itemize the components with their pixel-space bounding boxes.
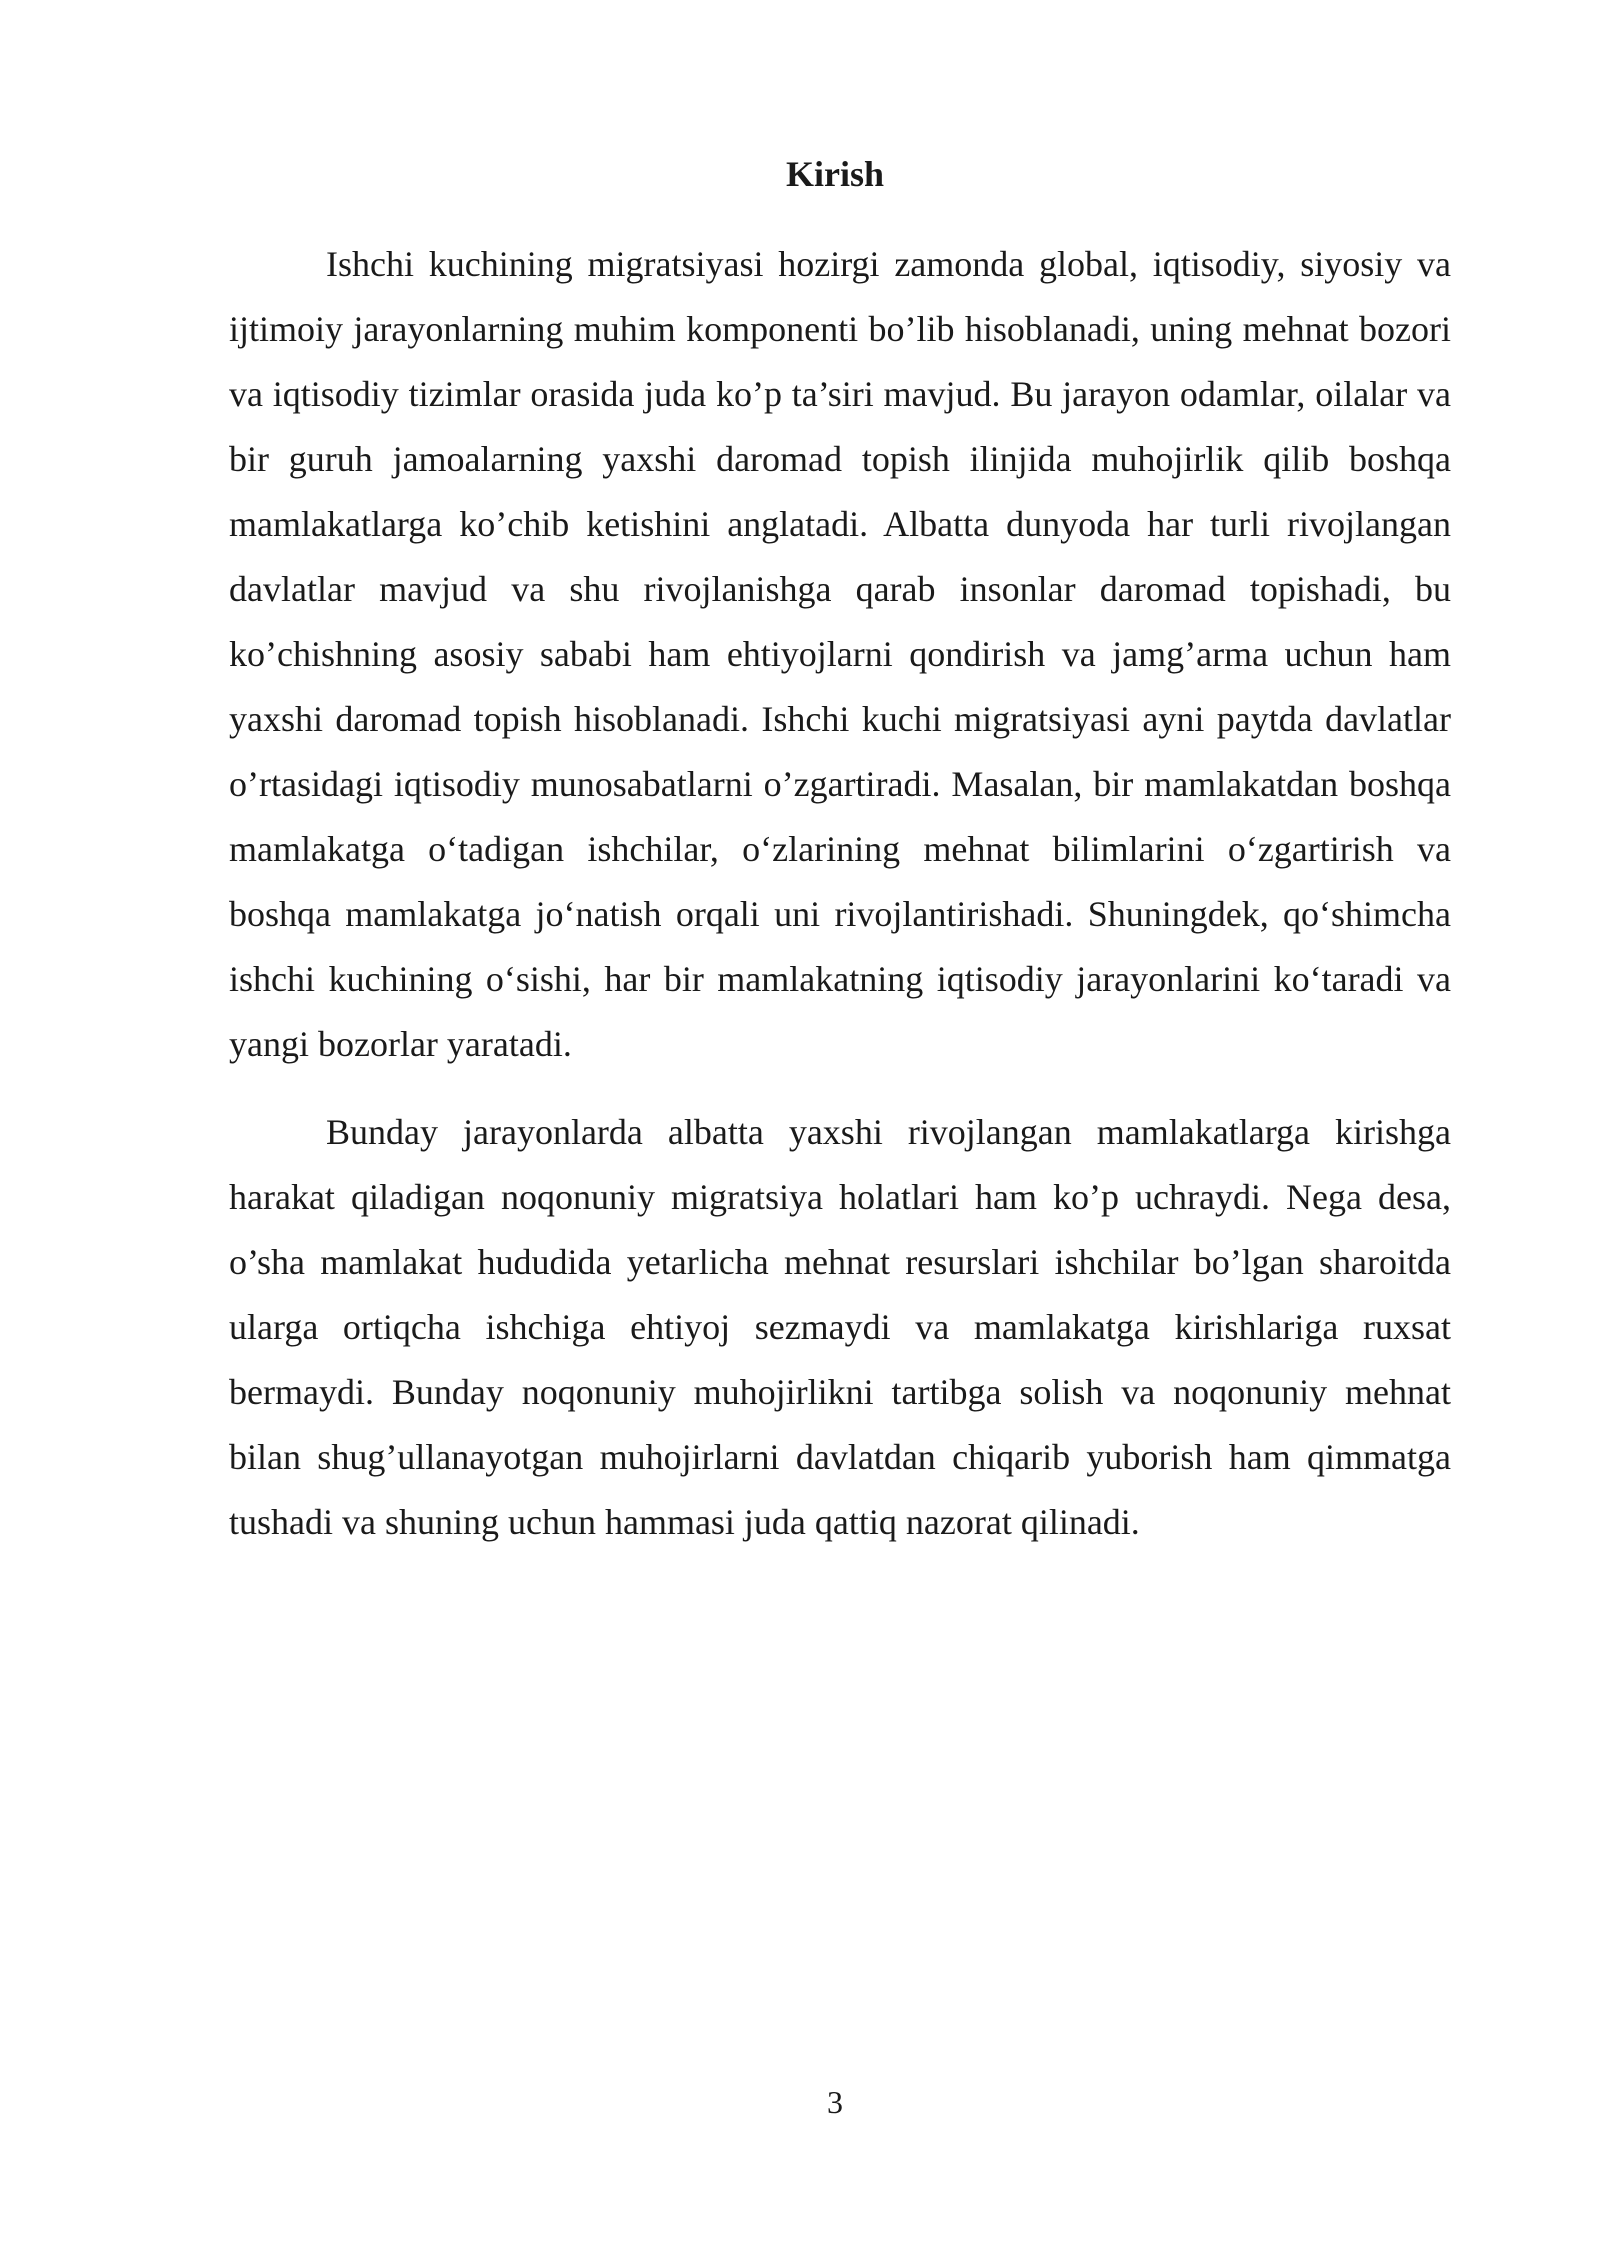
body-paragraph: Ishchi kuchining migratsiyasi hozirgi zamonda global, iqtisodiy, siyosiy va ijtimoiy jarayonlarning muhim komponenti bo’lib hisoblanadi, uning mehnat bozori va iqtisodiy tizimlar orasida juda ko’p ta’siri mavjud. Bu jarayon odamlar, oilalar va bir guruh jamoalarning yaxshi daromad topish ilinjida muhojirlik qilib boshqa mamlakatlarga ko’chib ketishini anglatadi. Albatta dunyoda har turli rivojlangan davlatlar mavjud va shu rivojlanishga qarab insonlar daromad topishadi, bu ko’chishning asosiy sababi ham ehtiyojlarni qondirish va jamg’arma uchun ham yaxshi daromad topish hisoblanadi. Ishchi kuchi migratsiyasi ayni paytda davlatlar o’rtasidagi iqtisodiy munosabatlarni o’zgartiradi. Masalan, bir mamlakatdan boshqa mamlakatga o‘tadigan ishchilar, o‘zlarining mehnat bilimlarini o‘zgartirish va boshqa mamlakatga jo‘natish orqali uni rivojlantirishadi. Shuningdek, qo‘shimcha ishchi kuchining o‘sishi, har bir mamlakatning iqtisodiy jarayonlarini ko‘taradi va yangi bozorlar yaratadi. [229,244,1451,1064]
page-number: 3 [827,2084,843,2120]
body-paragraph: Bunday jarayonlarda albatta yaxshi rivojlangan mamlakatlarga kirishga harakat qiladigan noqonuniy migratsiya holatlari ham ko’p uchraydi. Nega desa, o’sha mamlakat hududida yetarlicha mehnat resurslari ishchilar bo’lgan sharoitda ularga ortiqcha ishchiga ehtiyoj sezmaydi va mamlakatga kirishlariga ruxsat bermaydi. Bunday noqonuniy muhojirlikni tartibga solish va noqonuniy mehnat bilan shug’ullanayotgan muhojirlarni davlatdan chiqarib yuborish ham qimmatga tushadi va shuning uchun hammasi juda qattiq nazorat qilinadi. [229,1112,1451,1542]
section-heading: Kirish [785,154,884,194]
